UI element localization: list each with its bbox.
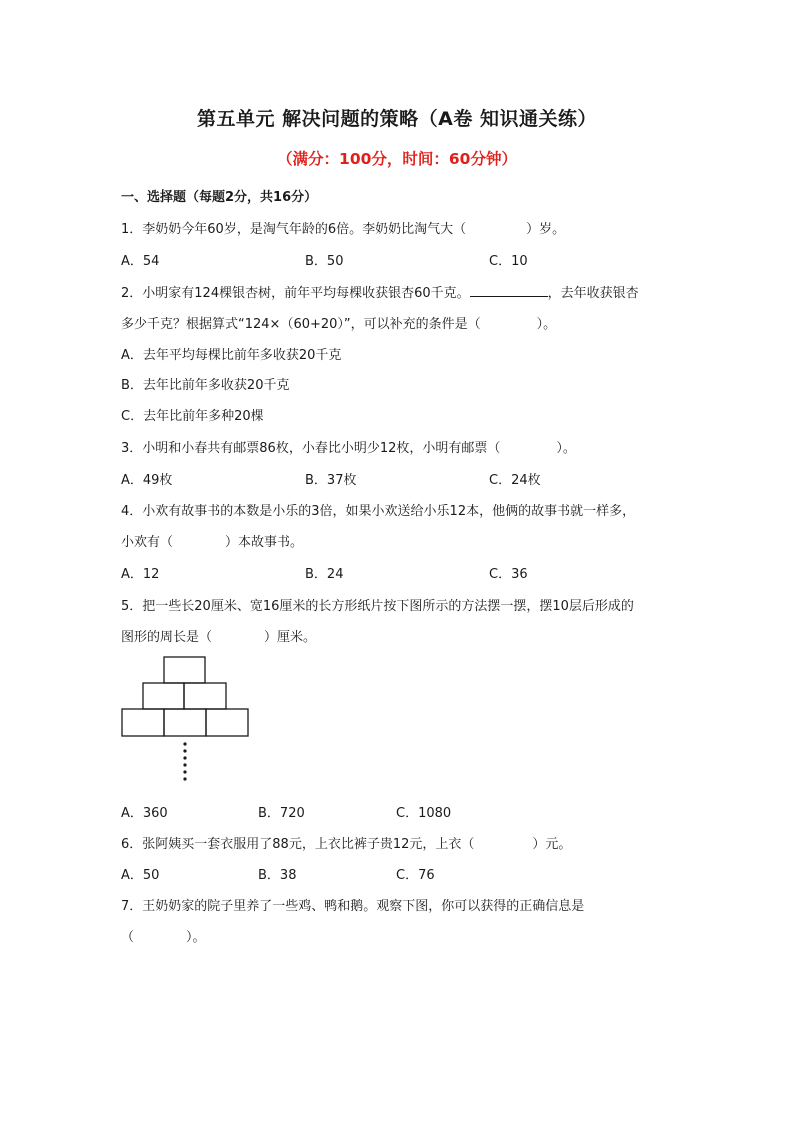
question-4-line-2 [121,531,303,550]
exam-info: （满分：100分，时间：60分钟） [277,150,517,168]
rectangle-row-3-middle [164,709,206,736]
continuation-dots [183,742,186,780]
question-5-line-1: 5．把一些长20厘米、宽16厘米的长方形纸片按下图所示的方法摆一摆，摆10层后形成的 [121,599,634,614]
question-4-line-1: 4．小欢有故事书的本数是小乐的3倍，如果小欢送给小乐12本，他俩的故事书就一样多， [121,504,636,519]
question-1-option-a[interactable]: A．54 [121,254,160,269]
question-6-option-b[interactable]: B．38 [258,868,297,883]
question-3-option-b[interactable]: B．37枚 [305,473,357,488]
question-5-text-a: 图形的周长是（ [121,630,213,645]
question-6-option-a[interactable]: A．50 [121,868,160,883]
rectangle-row-1 [164,657,205,683]
stacked-rectangles-figure [121,656,251,786]
question-1-option-b[interactable]: B．50 [305,254,344,269]
question-6 [121,833,571,852]
question-1 [121,218,565,237]
question-3-text-b: ）。 [556,441,576,456]
question-2-text-d: ）。 [536,317,557,332]
question-7-line-1: 7．王奶奶家的院子里养了一些鸡、鸭和鹅。观察下图，你可以获得的正确信息是 [121,899,585,914]
question-2-option-a[interactable]: A．去年平均每棵比前年多收获20千克 [121,348,342,363]
question-2-option-b[interactable]: B．去年比前年多收获20千克 [121,378,290,393]
question-3-option-c[interactable]: C．24枚 [489,473,541,488]
question-5-line-2 [121,626,316,645]
question-4-text-a: 小欢有（ [121,535,174,550]
question-7-line-2 [121,926,206,945]
question-5-text-b: ）厘米。 [264,630,317,645]
question-2-line-2 [121,313,556,332]
question-2-line-1 [121,282,639,301]
question-2-text-a: 2．小明家有124棵银杏树，前年平均每棵收获银杏60千克。 [121,286,470,301]
question-7-text-a: （ [121,930,135,945]
question-2-option-c[interactable]: C．去年比前年多种20棵 [121,409,264,424]
answer-blank[interactable] [470,284,548,297]
rectangle-row-2-left [143,683,184,709]
question-1-text-a: 1．李奶奶今年60岁，是淘气年龄的6倍。李奶奶比淘气大（ [121,222,467,237]
question-4-option-c[interactable]: C．36 [489,567,528,582]
question-5-option-a[interactable]: A．360 [121,806,168,821]
question-5-option-c[interactable]: C．1080 [396,806,452,821]
question-6-text-a: 6．张阿姨买一套衣服用了88元，上衣比裤子贵12元，上衣（ [121,837,475,852]
question-2-text-b: ，去年收获银杏 [547,286,639,301]
question-2-text-c: 多少千克？根据算式“124×（60+20）”，可以补充的条件是（ [121,317,481,332]
question-6-text-b: ）元。 [532,837,572,852]
question-4-text-b: ）本故事书。 [225,535,304,550]
section-heading: 一、选择题（每题2分，共16分） [121,190,318,205]
question-3 [121,437,576,456]
question-3-option-a[interactable]: A．49枚 [121,473,173,488]
rectangle-row-3-right [206,709,248,736]
page-title: 第五单元 解决问题的策略（A卷 知识通关练） [197,108,597,130]
question-1-text-b: ）岁。 [526,222,566,237]
rectangle-row-2-right [184,683,226,709]
rectangle-row-3-left [122,709,164,736]
question-4-option-a[interactable]: A．12 [121,567,160,582]
question-1-option-c[interactable]: C．10 [489,254,528,269]
question-4-option-b[interactable]: B．24 [305,567,344,582]
question-6-option-c[interactable]: C．76 [396,868,435,883]
question-5-option-b[interactable]: B．720 [258,806,305,821]
question-7-text-b: ）。 [186,930,206,945]
question-3-text-a: 3．小明和小春共有邮票86枚，小春比小明少12枚，小明有邮票（ [121,441,501,456]
